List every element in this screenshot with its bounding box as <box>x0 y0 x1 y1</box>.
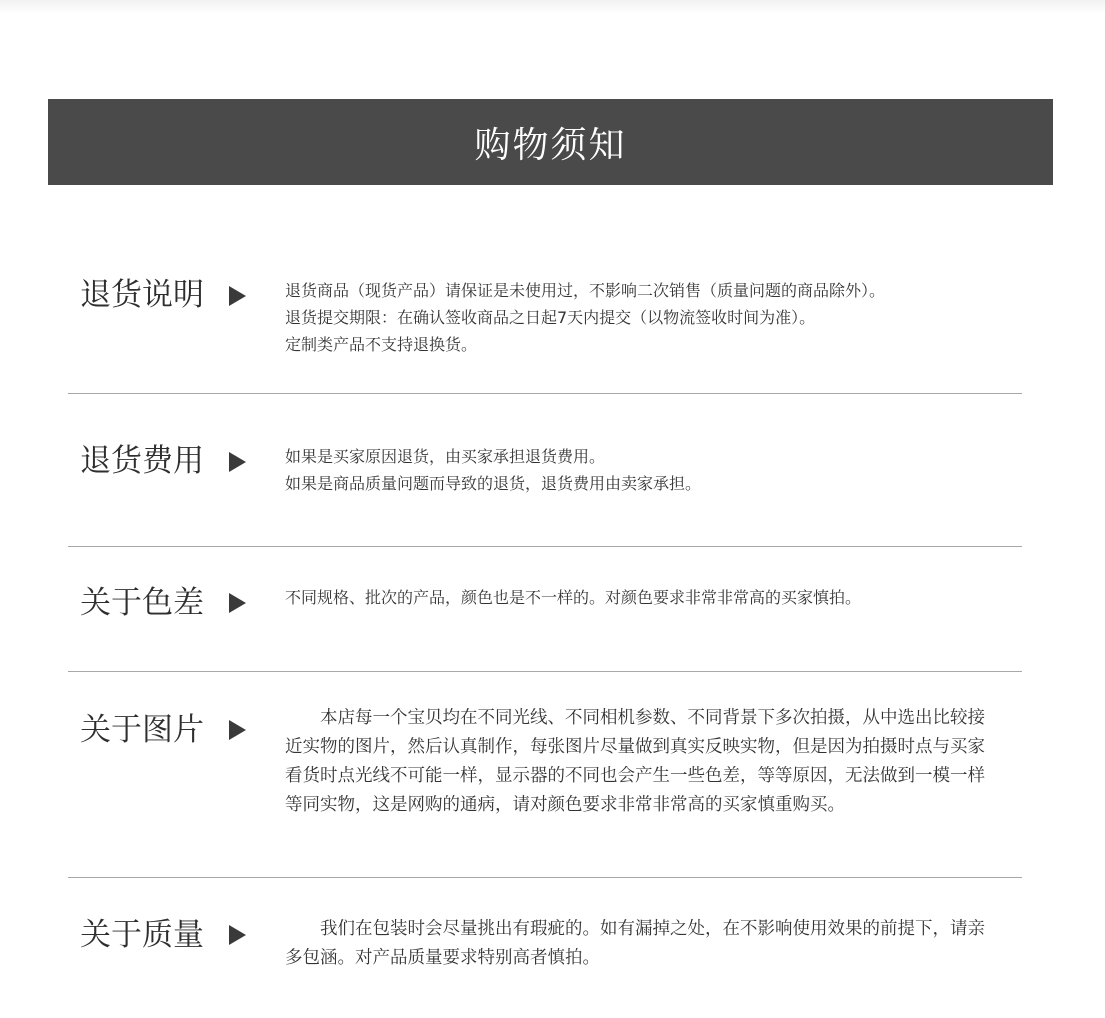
section-text <box>285 443 1005 497</box>
paragraph-text: 我们在包装时会尽量挑出有瑕疵的。如有漏掉之处，在不影响使用效果的前提下，请亲多包涵。对产品质量要求特别高者慎拍。 <box>285 919 985 968</box>
section-paragraph <box>285 704 990 820</box>
section-label: 关于图片 <box>80 712 204 748</box>
section-divider <box>68 671 1022 672</box>
section-divider <box>68 877 1022 878</box>
text-line: 退货提交期限：在确认签收商品之日起7天内提交（以物流签收时间为准）。 <box>285 308 816 327</box>
section-label: 退货说明 <box>80 277 204 313</box>
section-label: 关于色差 <box>80 585 204 621</box>
triangle-arrow-icon <box>229 925 246 945</box>
text-line: 如果是商品质量问题而导致的退货，退货费用由卖家承担。 <box>285 474 702 493</box>
section-label: 退货费用 <box>80 443 204 479</box>
text-line: 定制类产品不支持退换货。 <box>285 335 478 354</box>
text-line: 退货商品（现货产品）请保证是未使用过，不影响二次销售（质量问题的商品除外）。 <box>285 281 886 300</box>
section-label: 关于质量 <box>80 917 204 953</box>
text-line: 如果是买家原因退货，由买家承担退货费用。 <box>285 447 606 466</box>
section-return-fee <box>68 438 1022 518</box>
section-text <box>285 277 1005 358</box>
section-paragraph <box>285 915 990 973</box>
section-divider <box>68 393 1022 394</box>
text-line: 不同规格、批次的产品，颜色也是不一样的。对颜色要求非常非常高的买家慎拍。 <box>285 588 862 607</box>
paragraph-text: 本店每一个宝贝均在不同光线、不同相机参数、不同背景下多次拍摄，从中选出比较接近实物的图片，然后认真制作，每张图片尽量做到真实反映实物，但是因为拍摄时点与买家看货时点光线不可能一样，显示器的不同也会产生一些色差，等等原因，无法做到一模一样等同实物，这是网购的通病，请对颜色要求非常非常高的买家慎重购买。 <box>285 708 985 815</box>
triangle-arrow-icon <box>229 720 246 740</box>
page-title: 购物须知 <box>474 124 627 166</box>
section-divider <box>68 546 1022 547</box>
triangle-arrow-icon <box>229 593 246 613</box>
top-shadow-strip <box>0 0 1105 14</box>
section-text <box>285 584 1005 611</box>
section-about-images <box>68 703 1022 863</box>
title-banner <box>48 99 1053 185</box>
section-about-quality <box>68 912 1022 982</box>
section-return-policy <box>68 272 1022 372</box>
triangle-arrow-icon <box>229 452 246 472</box>
triangle-arrow-icon <box>229 286 246 306</box>
section-color-difference <box>68 578 1022 638</box>
